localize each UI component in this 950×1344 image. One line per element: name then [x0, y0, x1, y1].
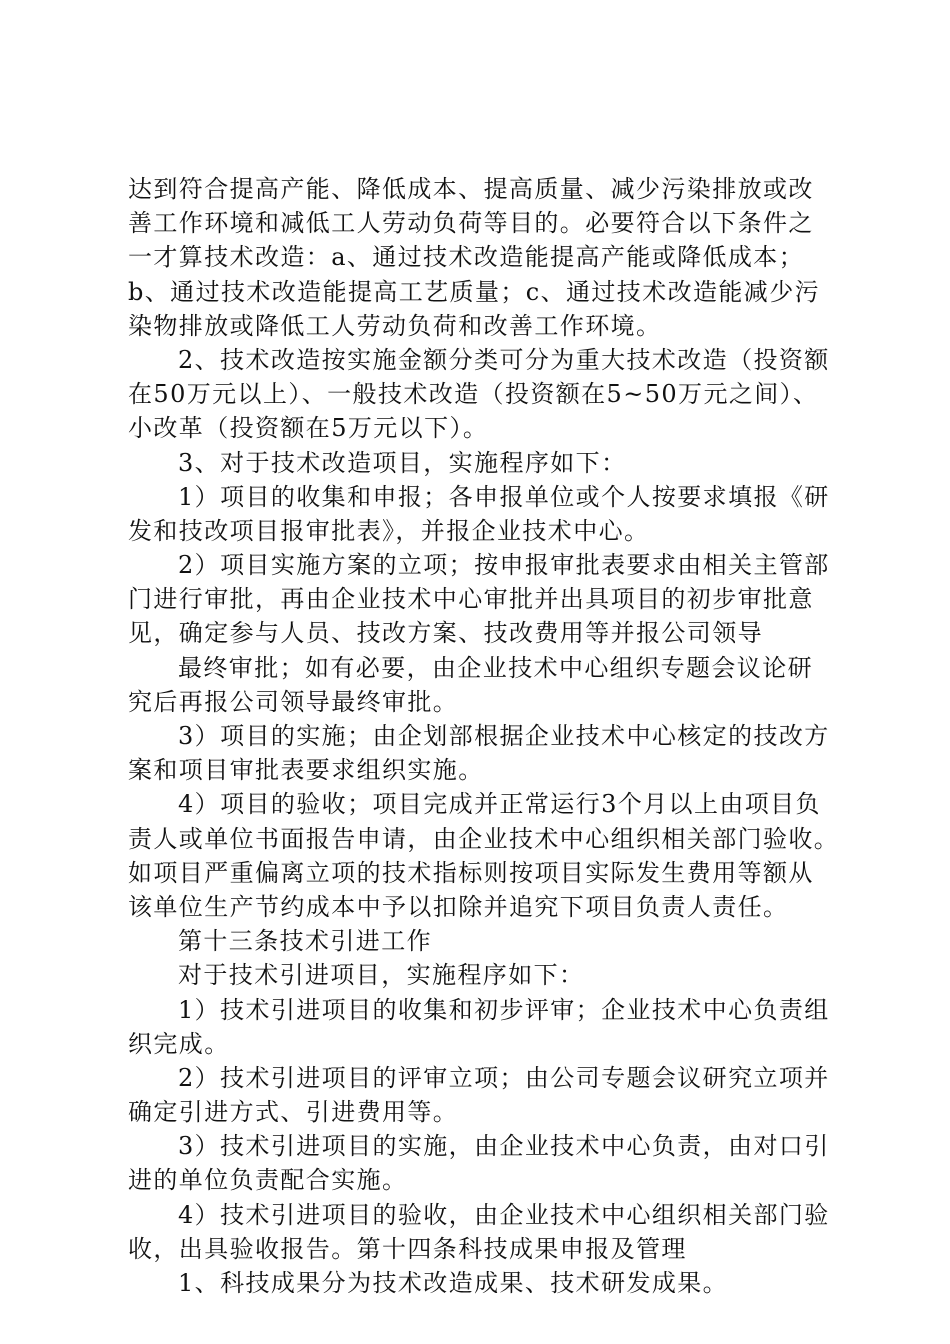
text-line: 见，确定参与人员、技改方案、技改费用等并报公司领导 — [128, 619, 763, 648]
text-line: 在50万元以上）、一般技术改造（投资额在5~50万元之间）、 — [128, 380, 819, 409]
text-line: 4）项目的验收；项目完成并正常运行3个月以上由项目负 — [178, 790, 821, 819]
text-line: 收，出具验收报告。第十四条科技成果申报及管理 — [128, 1234, 687, 1263]
text-line: b、通过技术改造能提高工艺质量；c、通过技术改造能减少污 — [128, 277, 821, 306]
section-heading: 第十三条技术引进工作 — [178, 927, 432, 956]
text-line: 一才算技术改造：a、通过技术改造能提高产能或降低成本； — [128, 243, 805, 272]
text-line: 如项目严重偏离立项的技术指标则按项目实际发生费用等额从 — [128, 858, 814, 887]
text-line: 2）项目实施方案的立项；按申报审批表要求由相关主管部 — [178, 551, 830, 580]
text-line: 2、技术改造按实施金额分类可分为重大技术改造（投资额 — [178, 345, 830, 374]
text-line: 案和项目审批表要求组织实施。 — [128, 756, 484, 785]
text-line: 最终审批；如有必要，由企业技术中心组织专题会议论研 — [178, 653, 813, 682]
text-line: 1）技术引进项目的收集和初步评审；企业技术中心负责组 — [178, 995, 830, 1024]
text-line: 门进行审批，再由企业技术中心审批并出具项目的初步审批意 — [128, 585, 814, 614]
text-line: 1）项目的收集和申报；各申报单位或个人按要求填报《研 — [178, 482, 830, 511]
text-line: 2）技术引进项目的评审立项；由公司专题会议研究立项并 — [178, 1063, 830, 1092]
text-line: 善工作环境和减低工人劳动负荷等目的。必要符合以下条件之 — [128, 209, 814, 238]
text-line: 染物排放或降低工人劳动负荷和改善工作环境。 — [128, 311, 662, 340]
text-line: 3）技术引进项目的实施，由企业技术中心负责，由对口引 — [178, 1132, 830, 1161]
document-body — [128, 172, 840, 1300]
text-line: 小改革（投资额在5万元以下）。 — [128, 414, 489, 443]
text-line: 进的单位负责配合实施。 — [128, 1166, 408, 1195]
text-line: 3、对于技术改造项目，实施程序如下： — [178, 448, 627, 477]
text-line: 4）技术引进项目的验收，由企业技术中心组织相关部门验 — [178, 1200, 830, 1229]
text-line: 究后再报公司领导最终审批。 — [128, 687, 459, 716]
text-line: 对于技术引进项目，实施程序如下： — [178, 961, 585, 990]
text-line: 1、科技成果分为技术改造成果、技术研发成果。 — [178, 1269, 729, 1297]
text-line: 发和技改项目报审批表》，并报企业技术中心。 — [128, 516, 650, 545]
text-line: 确定引进方式、引进费用等。 — [128, 1098, 459, 1127]
text-line: 3）项目的实施；由企划部根据企业技术中心核定的技改方 — [178, 722, 830, 750]
text-line: 达到符合提高产能、降低成本、提高质量、减少污染排放或改 — [128, 175, 814, 203]
text-line: 责人或单位书面报告申请，由企业技术中心组织相关部门验收。 — [128, 824, 840, 853]
text-line: 该单位生产节约成本中予以扣除并追究下项目负责人责任。 — [128, 892, 789, 921]
text-line: 织完成。 — [128, 1029, 230, 1058]
